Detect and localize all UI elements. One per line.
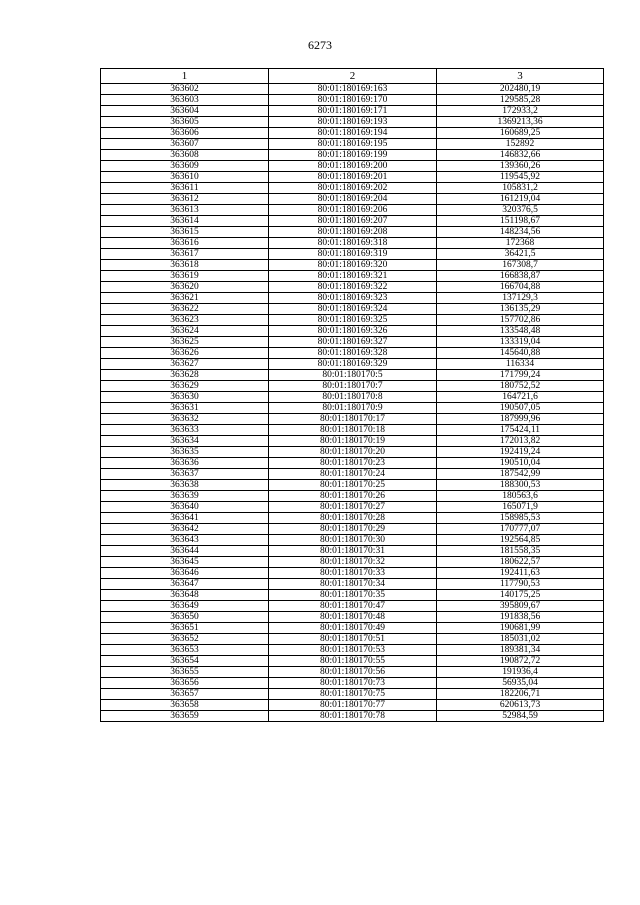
table-row xyxy=(101,656,604,667)
table-row xyxy=(101,359,604,370)
table-row xyxy=(101,348,604,359)
cell-value: 171799,24 xyxy=(437,370,604,381)
table-row xyxy=(101,535,604,546)
table-row xyxy=(101,568,604,579)
table-row xyxy=(101,392,604,403)
cell-value: 192564,85 xyxy=(437,535,604,546)
cell-value: 158985,53 xyxy=(437,513,604,524)
cell-value: 189381,34 xyxy=(437,645,604,656)
table-row xyxy=(101,590,604,601)
table-row xyxy=(101,370,604,381)
cell-cadastral-number: 80:01:180169:194 xyxy=(269,128,437,139)
cell-value: 190507,05 xyxy=(437,403,604,414)
table-row xyxy=(101,205,604,216)
cell-cadastral-number: 80:01:180169:204 xyxy=(269,194,437,205)
cell-cadastral-number: 80:01:180169:195 xyxy=(269,139,437,150)
table-row xyxy=(101,95,604,106)
cell-value: 136135,29 xyxy=(437,304,604,315)
cell-record-number: 363659 xyxy=(101,711,269,722)
cell-value: 152892 xyxy=(437,139,604,150)
cell-value: 175424,11 xyxy=(437,425,604,436)
cell-value: 140175,25 xyxy=(437,590,604,601)
cell-record-number: 363625 xyxy=(101,337,269,348)
cell-cadastral-number: 80:01:180169:170 xyxy=(269,95,437,106)
cell-record-number: 363653 xyxy=(101,645,269,656)
cell-record-number: 363634 xyxy=(101,436,269,447)
cell-record-number: 363609 xyxy=(101,161,269,172)
cell-cadastral-number: 80:01:180170:26 xyxy=(269,491,437,502)
cell-value: 191838,56 xyxy=(437,612,604,623)
cell-value: 170777,07 xyxy=(437,524,604,535)
cell-value: 181558,35 xyxy=(437,546,604,557)
cell-cadastral-number: 80:01:180170:32 xyxy=(269,557,437,568)
cell-value: 172368 xyxy=(437,238,604,249)
cell-cadastral-number: 80:01:180169:323 xyxy=(269,293,437,304)
cell-cadastral-number: 80:01:180170:55 xyxy=(269,656,437,667)
cell-record-number: 363631 xyxy=(101,403,269,414)
cell-cadastral-number: 80:01:180169:325 xyxy=(269,315,437,326)
cell-record-number: 363633 xyxy=(101,425,269,436)
table-row xyxy=(101,282,604,293)
cell-value: 116334 xyxy=(437,359,604,370)
cell-record-number: 363657 xyxy=(101,689,269,700)
cell-cadastral-number: 80:01:180170:29 xyxy=(269,524,437,535)
table-row xyxy=(101,689,604,700)
table-row xyxy=(101,260,604,271)
table-row xyxy=(101,524,604,535)
cell-value: 180622,57 xyxy=(437,557,604,568)
cell-record-number: 363658 xyxy=(101,700,269,711)
cell-value: 145640,88 xyxy=(437,348,604,359)
cell-value: 160689,25 xyxy=(437,128,604,139)
cell-record-number: 363612 xyxy=(101,194,269,205)
cell-value: 164721,6 xyxy=(437,392,604,403)
cell-record-number: 363620 xyxy=(101,282,269,293)
cell-cadastral-number: 80:01:180169:200 xyxy=(269,161,437,172)
cell-record-number: 363643 xyxy=(101,535,269,546)
cell-value: 161219,04 xyxy=(437,194,604,205)
table-row xyxy=(101,106,604,117)
table-row xyxy=(101,161,604,172)
cell-value: 52984,59 xyxy=(437,711,604,722)
cell-record-number: 363615 xyxy=(101,227,269,238)
cell-value: 139360,26 xyxy=(437,161,604,172)
cell-value: 185031,02 xyxy=(437,634,604,645)
table-row xyxy=(101,436,604,447)
cell-cadastral-number: 80:01:180169:320 xyxy=(269,260,437,271)
cell-record-number: 363616 xyxy=(101,238,269,249)
table-row xyxy=(101,194,604,205)
cell-cadastral-number: 80:01:180169:318 xyxy=(269,238,437,249)
cell-record-number: 363654 xyxy=(101,656,269,667)
table-row xyxy=(101,579,604,590)
table-row xyxy=(101,634,604,645)
cell-value: 320376,5 xyxy=(437,205,604,216)
table-row xyxy=(101,678,604,689)
table-row xyxy=(101,183,604,194)
table-row xyxy=(101,513,604,524)
cell-cadastral-number: 80:01:180170:73 xyxy=(269,678,437,689)
column-header-3: 3 xyxy=(437,69,604,84)
table-row xyxy=(101,84,604,95)
cell-value: 119545,92 xyxy=(437,172,604,183)
cell-record-number: 363650 xyxy=(101,612,269,623)
cell-record-number: 363639 xyxy=(101,491,269,502)
cell-cadastral-number: 80:01:180170:5 xyxy=(269,370,437,381)
cell-cadastral-number: 80:01:180169:319 xyxy=(269,249,437,260)
cell-cadastral-number: 80:01:180170:53 xyxy=(269,645,437,656)
cell-cadastral-number: 80:01:180170:20 xyxy=(269,447,437,458)
table-row xyxy=(101,216,604,227)
table-row xyxy=(101,172,604,183)
cell-value: 167308,7 xyxy=(437,260,604,271)
table-row xyxy=(101,623,604,634)
cell-record-number: 363630 xyxy=(101,392,269,403)
column-header-1: 1 xyxy=(101,69,269,84)
cell-value: 133319,04 xyxy=(437,337,604,348)
cell-record-number: 363647 xyxy=(101,579,269,590)
table-row xyxy=(101,249,604,260)
column-header-2: 2 xyxy=(269,69,437,84)
cell-record-number: 363651 xyxy=(101,623,269,634)
table-row xyxy=(101,403,604,414)
cell-value: 172933,2 xyxy=(437,106,604,117)
table-row xyxy=(101,139,604,150)
cell-value: 182206,71 xyxy=(437,689,604,700)
cell-cadastral-number: 80:01:180169:163 xyxy=(269,84,437,95)
cell-value: 172013,82 xyxy=(437,436,604,447)
table-row xyxy=(101,326,604,337)
cell-record-number: 363644 xyxy=(101,546,269,557)
cell-record-number: 363624 xyxy=(101,326,269,337)
cell-cadastral-number: 80:01:180169:329 xyxy=(269,359,437,370)
cell-cadastral-number: 80:01:180170:28 xyxy=(269,513,437,524)
cell-cadastral-number: 80:01:180170:77 xyxy=(269,700,437,711)
table-row xyxy=(101,227,604,238)
cell-cadastral-number: 80:01:180169:328 xyxy=(269,348,437,359)
cell-cadastral-number: 80:01:180170:25 xyxy=(269,480,437,491)
cell-value: 180752,52 xyxy=(437,381,604,392)
cell-cadastral-number: 80:01:180169:193 xyxy=(269,117,437,128)
cell-record-number: 363648 xyxy=(101,590,269,601)
cell-cadastral-number: 80:01:180169:206 xyxy=(269,205,437,216)
cell-cadastral-number: 80:01:180170:19 xyxy=(269,436,437,447)
cell-cadastral-number: 80:01:180169:207 xyxy=(269,216,437,227)
table-row xyxy=(101,381,604,392)
cell-cadastral-number: 80:01:180170:34 xyxy=(269,579,437,590)
table-row xyxy=(101,337,604,348)
table-row xyxy=(101,700,604,711)
cell-record-number: 363606 xyxy=(101,128,269,139)
table-row xyxy=(101,667,604,678)
cell-value: 190681,99 xyxy=(437,623,604,634)
cell-value: 56935,04 xyxy=(437,678,604,689)
cell-value: 187542,99 xyxy=(437,469,604,480)
cell-cadastral-number: 80:01:180169:321 xyxy=(269,271,437,282)
cell-record-number: 363652 xyxy=(101,634,269,645)
cell-cadastral-number: 80:01:180170:27 xyxy=(269,502,437,513)
cell-value: 190872,72 xyxy=(437,656,604,667)
cell-record-number: 363611 xyxy=(101,183,269,194)
cell-value: 1369213,36 xyxy=(437,117,604,128)
table-row xyxy=(101,150,604,161)
cell-record-number: 363645 xyxy=(101,557,269,568)
table-row xyxy=(101,612,604,623)
cell-value: 165071,9 xyxy=(437,502,604,513)
cell-record-number: 363614 xyxy=(101,216,269,227)
cell-record-number: 363655 xyxy=(101,667,269,678)
cell-cadastral-number: 80:01:180170:30 xyxy=(269,535,437,546)
cell-record-number: 363618 xyxy=(101,260,269,271)
cell-value: 166704,88 xyxy=(437,282,604,293)
table-row xyxy=(101,502,604,513)
cell-value: 148234,56 xyxy=(437,227,604,238)
table-row xyxy=(101,491,604,502)
cell-value: 117790,53 xyxy=(437,579,604,590)
cell-value: 105831,2 xyxy=(437,183,604,194)
table-row xyxy=(101,128,604,139)
page-number: 6273 xyxy=(308,38,332,52)
cell-cadastral-number: 80:01:180169:322 xyxy=(269,282,437,293)
cell-cadastral-number: 80:01:180169:199 xyxy=(269,150,437,161)
cell-value: 166838,87 xyxy=(437,271,604,282)
cell-cadastral-number: 80:01:180170:8 xyxy=(269,392,437,403)
cell-record-number: 363619 xyxy=(101,271,269,282)
cell-value: 129585,28 xyxy=(437,95,604,106)
cell-value: 202480,19 xyxy=(437,84,604,95)
table-row xyxy=(101,546,604,557)
table-row xyxy=(101,601,604,612)
cell-value: 146832,66 xyxy=(437,150,604,161)
cell-cadastral-number: 80:01:180169:201 xyxy=(269,172,437,183)
cell-cadastral-number: 80:01:180169:327 xyxy=(269,337,437,348)
table-row xyxy=(101,117,604,128)
cell-value: 190510,04 xyxy=(437,458,604,469)
table-row xyxy=(101,711,604,722)
table-row xyxy=(101,315,604,326)
cell-value: 192419,24 xyxy=(437,447,604,458)
cell-record-number: 363623 xyxy=(101,315,269,326)
cell-record-number: 363649 xyxy=(101,601,269,612)
cell-record-number: 363640 xyxy=(101,502,269,513)
registry-table xyxy=(100,68,604,722)
cell-record-number: 363603 xyxy=(101,95,269,106)
cell-cadastral-number: 80:01:180170:35 xyxy=(269,590,437,601)
cell-record-number: 363610 xyxy=(101,172,269,183)
cell-value: 133548,48 xyxy=(437,326,604,337)
table-row xyxy=(101,480,604,491)
cell-record-number: 363617 xyxy=(101,249,269,260)
table-row xyxy=(101,645,604,656)
cell-record-number: 363627 xyxy=(101,359,269,370)
cell-cadastral-number: 80:01:180170:78 xyxy=(269,711,437,722)
cell-record-number: 363635 xyxy=(101,447,269,458)
cell-cadastral-number: 80:01:180169:326 xyxy=(269,326,437,337)
table-body xyxy=(101,84,604,722)
cell-record-number: 363638 xyxy=(101,480,269,491)
table-row xyxy=(101,414,604,425)
cell-cadastral-number: 80:01:180170:17 xyxy=(269,414,437,425)
cell-cadastral-number: 80:01:180170:18 xyxy=(269,425,437,436)
cell-value: 191936,4 xyxy=(437,667,604,678)
cell-record-number: 363629 xyxy=(101,381,269,392)
cell-record-number: 363622 xyxy=(101,304,269,315)
table-row xyxy=(101,238,604,249)
cell-value: 188300,53 xyxy=(437,480,604,491)
cell-cadastral-number: 80:01:180170:56 xyxy=(269,667,437,678)
cell-record-number: 363628 xyxy=(101,370,269,381)
table-header-row xyxy=(101,69,604,84)
cell-cadastral-number: 80:01:180170:75 xyxy=(269,689,437,700)
cell-value: 192411,63 xyxy=(437,568,604,579)
table-row xyxy=(101,447,604,458)
cell-cadastral-number: 80:01:180170:51 xyxy=(269,634,437,645)
cell-record-number: 363613 xyxy=(101,205,269,216)
cell-record-number: 363608 xyxy=(101,150,269,161)
cell-cadastral-number: 80:01:180170:24 xyxy=(269,469,437,480)
cell-record-number: 363637 xyxy=(101,469,269,480)
cell-record-number: 363636 xyxy=(101,458,269,469)
cell-cadastral-number: 80:01:180170:49 xyxy=(269,623,437,634)
cell-record-number: 363642 xyxy=(101,524,269,535)
cell-cadastral-number: 80:01:180170:31 xyxy=(269,546,437,557)
cell-cadastral-number: 80:01:180170:47 xyxy=(269,601,437,612)
cell-value: 620613,73 xyxy=(437,700,604,711)
cell-record-number: 363607 xyxy=(101,139,269,150)
cell-value: 395809,67 xyxy=(437,601,604,612)
cell-record-number: 363626 xyxy=(101,348,269,359)
table-row xyxy=(101,271,604,282)
cell-value: 187999,96 xyxy=(437,414,604,425)
cell-cadastral-number: 80:01:180169:324 xyxy=(269,304,437,315)
cell-value: 180563,6 xyxy=(437,491,604,502)
cell-record-number: 363641 xyxy=(101,513,269,524)
table-row xyxy=(101,304,604,315)
cell-cadastral-number: 80:01:180170:9 xyxy=(269,403,437,414)
cell-value: 157702,86 xyxy=(437,315,604,326)
cell-record-number: 363604 xyxy=(101,106,269,117)
cell-record-number: 363602 xyxy=(101,84,269,95)
table-row xyxy=(101,557,604,568)
cell-record-number: 363646 xyxy=(101,568,269,579)
cell-cadastral-number: 80:01:180170:7 xyxy=(269,381,437,392)
cell-cadastral-number: 80:01:180170:23 xyxy=(269,458,437,469)
cell-record-number: 363605 xyxy=(101,117,269,128)
table-row xyxy=(101,469,604,480)
cell-cadastral-number: 80:01:180170:33 xyxy=(269,568,437,579)
cell-value: 137129,3 xyxy=(437,293,604,304)
table-row xyxy=(101,458,604,469)
cell-record-number: 363656 xyxy=(101,678,269,689)
cell-record-number: 363632 xyxy=(101,414,269,425)
cell-cadastral-number: 80:01:180169:202 xyxy=(269,183,437,194)
cell-cadastral-number: 80:01:180169:208 xyxy=(269,227,437,238)
cell-value: 151198,67 xyxy=(437,216,604,227)
cell-cadastral-number: 80:01:180169:171 xyxy=(269,106,437,117)
table-row xyxy=(101,425,604,436)
cell-value: 36421,5 xyxy=(437,249,604,260)
cell-record-number: 363621 xyxy=(101,293,269,304)
cell-cadastral-number: 80:01:180170:48 xyxy=(269,612,437,623)
table-row xyxy=(101,293,604,304)
